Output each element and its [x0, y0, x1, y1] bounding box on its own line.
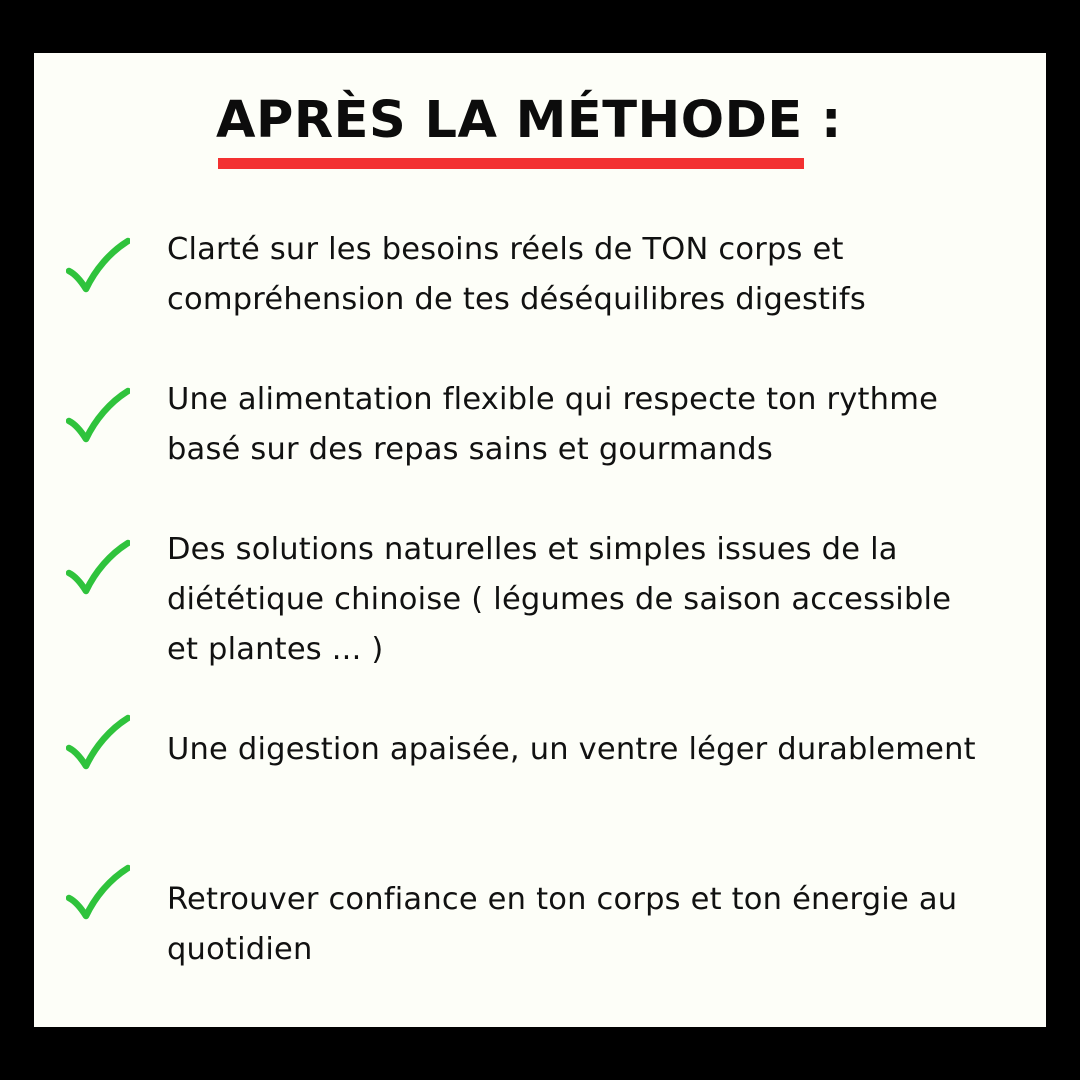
check-icon	[66, 714, 130, 774]
benefit-text: Une alimentation flexible qui respecte ton rythme basé sur des repas sains et gourmands	[167, 382, 939, 467]
benefit-text: Retrouver confiance en ton corps et ton énergie au quotidien	[167, 882, 958, 967]
benefit-text: Des solutions naturelles et simples issues de la diététique chinoise ( légumes de saison accessible et plantes ... )	[167, 532, 952, 667]
check-icon	[66, 387, 130, 447]
content-card	[34, 53, 1046, 1027]
check-icon	[66, 864, 130, 924]
page-title: APRÈS LA MÉTHODE :	[216, 91, 842, 150]
title-underline	[218, 158, 804, 169]
benefit-text: Clarté sur les besoins réels de TON corps et compréhension de tes déséquilibres digestifs	[167, 232, 866, 317]
benefit-text: Une digestion apaisée, un ventre léger durablement	[167, 732, 976, 767]
check-icon	[66, 237, 130, 297]
check-icon	[66, 539, 130, 599]
